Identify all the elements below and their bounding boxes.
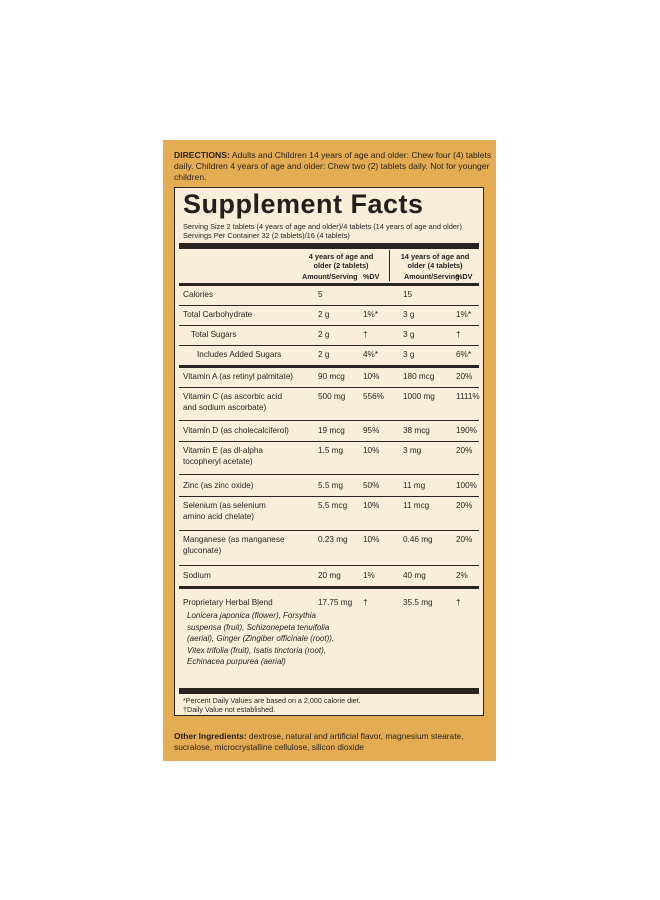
amount-col2: 40 mg	[403, 571, 426, 580]
col1-amount-label: Amount/Serving	[302, 272, 358, 281]
header-column-separator	[389, 250, 390, 281]
nutrient-name: Proprietary Herbal Blend	[183, 598, 273, 607]
other-ingredients-label: Other Ingredients:	[174, 731, 247, 741]
dv-col1: 95%	[363, 426, 380, 435]
dv-col2: 1111%	[456, 392, 480, 401]
amount-col2: 11 mcg	[403, 501, 430, 510]
dv-col1: 10%	[363, 535, 380, 544]
servings-per-container: Servings Per Container 32 (2 tablets)/16 (4 tablets)	[183, 231, 350, 240]
col2-dv-label: %DV	[456, 272, 473, 281]
dv-col2: 6%*	[456, 350, 472, 359]
nutrient-name: Total Carbohydrate	[183, 310, 253, 319]
row-divider	[179, 387, 479, 388]
amount-col2: 11 mg	[403, 481, 426, 490]
col2-header: 14 years of age and older (4 tablets)	[400, 252, 470, 270]
amount-col1: 90 mcg	[318, 372, 345, 381]
amount-col2: 3 g	[403, 330, 415, 339]
amount-col2: 3 mg	[403, 446, 422, 455]
row-divider	[179, 325, 479, 326]
serving-info	[183, 222, 483, 240]
footnote-dv: *Percent Daily Values are based on a 2,000 calorie diet.	[183, 696, 361, 705]
facts-title: Supplement Facts	[183, 189, 424, 219]
dv-col2: 2%	[456, 571, 468, 580]
dv-col2: 1%*	[456, 310, 472, 319]
dv-col1: 1%	[363, 571, 375, 580]
other-ingredients	[174, 731, 492, 753]
row-divider	[179, 474, 479, 475]
dv-col1: †	[363, 330, 368, 339]
other-ingredients-text: dextrose, natural and artificial flavor, magnesium stearate, sucralose, microcrystalline cellulose, silicon dioxide	[174, 731, 464, 752]
dv-col2: 20%	[456, 372, 473, 381]
dv-col2: 20%	[456, 501, 473, 510]
amount-col2: 1000 mg	[403, 392, 435, 401]
amount-col1: 5	[318, 290, 323, 299]
dv-col2: †	[456, 598, 461, 607]
amount-col1: 20 mg	[318, 571, 341, 580]
amount-col2: 35.5 mg	[403, 598, 433, 607]
directions-text	[174, 150, 492, 183]
dv-col2: 190%	[456, 426, 477, 435]
dv-col2: 100%	[456, 481, 477, 490]
row-divider	[179, 565, 479, 566]
amount-col1: 17.75 mg	[318, 598, 353, 607]
serving-size: Serving Size 2 tablets (4 years of age and older)/4 tablets (14 years of age and older)	[183, 222, 462, 231]
dv-col1: 10%	[363, 372, 380, 381]
footnote-dagger: †Daily Value not established.	[183, 705, 276, 714]
row-divider	[179, 305, 479, 306]
amount-col2: 0.46 mg	[403, 535, 433, 544]
nutrient-name: Calories	[183, 290, 214, 299]
nutrient-name: Vitamin C (as ascorbic acid and sodium ascorbate)	[183, 392, 283, 412]
dv-col2: 20%	[456, 446, 473, 455]
nutrient-name: Zinc (as zinc oxide)	[183, 481, 254, 490]
amount-col1: 2 g	[318, 310, 330, 319]
herbal-blend-ingredients: Lonicera japonica (flower), Forsythia suspensa (fruit), Schizonepeta tenuifolia (aerial), Ginger (Zingiber officinale (root)), Vitex trifolia (fruit), Isatis tinctoria (root), Echinacea purpurea (aerial)	[187, 611, 335, 666]
amount-col1: 2 g	[318, 350, 330, 359]
directions-label: DIRECTIONS:	[174, 150, 230, 160]
amount-col1: 0.23 mg	[318, 535, 348, 544]
amount-col1: 1.5 mg	[318, 446, 344, 455]
dv-col2: †	[456, 330, 461, 339]
amount-col1: 2 g	[318, 330, 330, 339]
row-divider	[179, 441, 479, 442]
dv-col1: 50%	[363, 481, 380, 490]
thick-divider	[179, 243, 479, 249]
col1-dv-label: %DV	[363, 272, 380, 281]
nutrient-name: Sodium	[183, 571, 211, 580]
amount-col2: 38 mcg	[403, 426, 430, 435]
nutrient-name: Manganese (as manganese gluconate)	[183, 535, 285, 555]
amount-col2: 180 mcg	[403, 372, 435, 381]
amount-col1: 5.5 mcg	[318, 501, 348, 510]
amount-col2: 15	[403, 290, 413, 299]
dv-col1: 10%	[363, 446, 380, 455]
col1-header: 4 years of age and older (2 tablets)	[308, 252, 374, 270]
row-divider	[179, 420, 479, 421]
supplement-facts-panel	[174, 187, 484, 716]
amount-col2: 3 g	[403, 350, 415, 359]
nutrient-name: Vitamin D (as cholecalciferol)	[183, 426, 289, 435]
dv-col1: 556%	[363, 392, 384, 401]
section-divider	[179, 586, 479, 589]
nutrient-name: Total Sugars	[191, 330, 237, 339]
dv-col1: 4%*	[363, 350, 379, 359]
thick-divider	[179, 688, 479, 694]
row-divider	[179, 345, 479, 346]
amount-col1: 500 mg	[318, 392, 346, 401]
dv-col1: 10%	[363, 501, 380, 510]
amount-col1: 5.5 mg	[318, 481, 344, 490]
dv-col1: †	[363, 598, 368, 607]
row-divider	[179, 496, 479, 497]
directions-body: Adults and Children 14 years of age and older: Chew four (4) tablets daily. Children 4 years of age and older: Chew two (2) tablets daily. Not for younger children.	[174, 150, 492, 182]
nutrient-name: Selenium (as selenium amino acid chelate)	[183, 501, 266, 521]
col2-amount-label: Amount/Serving	[404, 272, 460, 281]
header-divider	[179, 283, 479, 286]
amount-col2: 3 g	[403, 310, 415, 319]
row-divider	[179, 530, 479, 531]
dv-col2: 20%	[456, 535, 473, 544]
section-divider	[179, 365, 479, 368]
amount-col1: 19 mcg	[318, 426, 345, 435]
dv-col1: 1%*	[363, 310, 379, 319]
nutrient-name: Includes Added Sugars	[197, 350, 282, 359]
nutrient-name: Vitamin E (as dl-alpha tocopheryl acetate)	[183, 446, 263, 466]
nutrient-name: Vitamin A (as retinyl palmitate)	[183, 372, 293, 381]
